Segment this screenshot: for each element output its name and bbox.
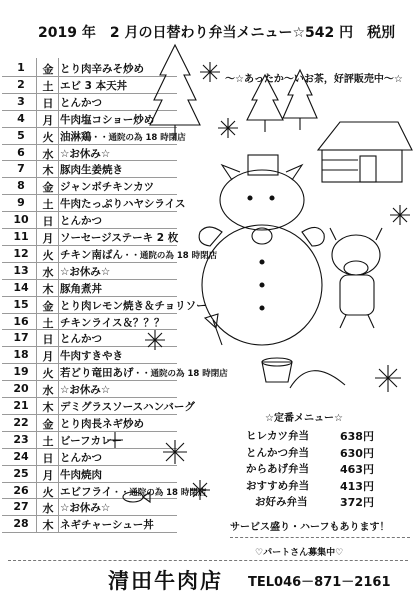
snowflake-icon bbox=[145, 330, 165, 350]
menu-day: 18 bbox=[13, 348, 29, 362]
menu-weekday: 土 bbox=[42, 79, 54, 93]
menu-item-name: 牛肉塩コショー炒め bbox=[60, 113, 155, 126]
menu-weekday: 土 bbox=[42, 198, 54, 212]
log-house-icon bbox=[318, 122, 412, 182]
menu-weekday: 日 bbox=[42, 333, 54, 347]
menu-item-name: とんかつ bbox=[60, 215, 102, 228]
closing-note: ・・通院の為 18 時閉店 bbox=[91, 132, 186, 143]
menu-weekday: 水 bbox=[42, 147, 54, 161]
menu-item-name: 油淋鶏 bbox=[60, 130, 92, 143]
menu-day: 15 bbox=[13, 297, 29, 311]
menu-item-name: ネギチャーシュー丼 bbox=[60, 519, 154, 532]
menu-item-name: ビーフカレー bbox=[60, 434, 122, 447]
menu-day: 26 bbox=[13, 483, 29, 497]
menu-day: 21 bbox=[13, 399, 29, 412]
menu-day: 9 bbox=[17, 196, 25, 210]
standard-item-name: お好み弁当 bbox=[255, 496, 308, 508]
menu-day: 16 bbox=[13, 314, 29, 328]
closing-note: ・・通院の為 18 時閉店 bbox=[133, 369, 228, 380]
menu-item-name: 牛肉すきやき bbox=[60, 350, 123, 363]
menu-day: 17 bbox=[13, 331, 29, 345]
footer-divider bbox=[8, 560, 408, 561]
menu-weekday: 月 bbox=[42, 232, 54, 245]
snowflake-icon bbox=[390, 205, 410, 225]
snowflake-icon bbox=[163, 440, 187, 464]
menu-day: 3 bbox=[17, 94, 25, 108]
menu-item-name: ☆お休み☆ bbox=[60, 384, 111, 397]
menu-weekday: 金 bbox=[42, 417, 54, 431]
shovel-icon bbox=[205, 314, 222, 345]
menu-weekday: 火 bbox=[42, 367, 54, 381]
menu-weekday: 月 bbox=[42, 113, 54, 127]
standard-item-name: からあげ弁当 bbox=[246, 463, 309, 475]
menu-weekday: 火 bbox=[42, 248, 54, 262]
shop-name: 清田牛肉店 bbox=[108, 569, 223, 593]
bucket-icon bbox=[262, 358, 292, 382]
menu-item-name: チキン南ばん bbox=[60, 248, 123, 261]
snowflake-icon bbox=[200, 62, 220, 82]
page-title: 2019 年 2 月の日替わり弁当メニュー☆542 円 税別 bbox=[38, 25, 396, 41]
menu-day: 2 bbox=[17, 77, 25, 91]
standard-item-name: おすすめ弁当 bbox=[246, 479, 310, 492]
menu-weekday: 月 bbox=[42, 350, 54, 364]
menu-weekday: 木 bbox=[42, 282, 54, 296]
menu-day: 13 bbox=[13, 263, 29, 277]
menu-item-name: 豚角煮丼 bbox=[60, 282, 102, 295]
menu-item-name: とり肉辛みそ炒め bbox=[60, 63, 144, 75]
menu-day: 28 bbox=[13, 517, 29, 531]
menu-weekday: 月 bbox=[42, 468, 54, 482]
standard-item-name: ヒレカツ弁当 bbox=[246, 430, 309, 442]
menu-day: 25 bbox=[13, 466, 29, 480]
standard-item-price: 630円 bbox=[340, 446, 374, 460]
closing-note: ・・通院の為 18 時閉店 bbox=[122, 250, 218, 261]
menu-day: 12 bbox=[13, 246, 29, 260]
menu-weekday: 金 bbox=[42, 299, 54, 313]
menu-weekday: 金 bbox=[42, 63, 54, 76]
menu-item-name: とんかつ bbox=[60, 96, 102, 109]
cow-mascot-icon bbox=[330, 228, 382, 328]
standard-item-name: とんかつ弁当 bbox=[246, 446, 309, 459]
menu-weekday: 金 bbox=[42, 181, 54, 195]
menu-weekday: 水 bbox=[42, 384, 54, 398]
menu-day: 6 bbox=[17, 145, 25, 159]
recruit-note: ♡パートさん募集中♡ bbox=[255, 548, 344, 558]
menu-item-name: 牛肉焼肉 bbox=[60, 468, 102, 481]
snow-mound-icon bbox=[290, 371, 345, 388]
menu-weekday: 日 bbox=[42, 451, 54, 465]
menu-day: 14 bbox=[13, 280, 29, 294]
standard-item-price: 638円 bbox=[340, 430, 374, 443]
standard-menu-title: ☆定番メニュー☆ bbox=[265, 413, 343, 424]
menu-item-name: とり肉レモン焼き＆チョリソー bbox=[60, 299, 207, 312]
menu-item-name: 豚肉生姜焼き bbox=[60, 164, 123, 177]
menu-item-name: ☆お休み☆ bbox=[60, 502, 111, 515]
menu-item-name: 牛肉たっぷりハヤシライス bbox=[60, 198, 186, 211]
menu-day: 23 bbox=[13, 432, 29, 446]
snowflake-icon bbox=[218, 118, 238, 138]
standard-item-price: 463円 bbox=[340, 463, 374, 476]
menu-weekday: 土 bbox=[42, 434, 54, 448]
snowflake-icon bbox=[107, 432, 123, 448]
menu-item-name: とんかつ bbox=[60, 451, 102, 464]
menu-item-name: 若どり竜田あげ bbox=[60, 367, 134, 380]
menu-item-name: ジャンボチキンカツ bbox=[60, 181, 155, 194]
standard-item-price: 413円 bbox=[340, 479, 374, 493]
menu-day: 10 bbox=[13, 213, 29, 227]
divider bbox=[230, 537, 410, 538]
menu-item-name: ☆お休み☆ bbox=[60, 265, 111, 278]
menu-day: 1 bbox=[17, 61, 25, 74]
menu-day: 24 bbox=[13, 449, 29, 463]
menu-day: 8 bbox=[17, 179, 25, 193]
menu-day: 7 bbox=[17, 162, 25, 176]
promo-text: ～☆あったか～いお茶，好評販売中～☆ bbox=[225, 74, 403, 85]
fish-icon bbox=[123, 492, 150, 502]
menu-item-name: ☆お休み☆ bbox=[60, 147, 111, 160]
menu-item-name: ソーセージステーキ 2 枚 bbox=[60, 232, 179, 244]
menu-day: 27 bbox=[13, 500, 29, 514]
menu-day: 5 bbox=[17, 128, 25, 142]
menu-weekday: 木 bbox=[42, 164, 54, 178]
snowflake-icon bbox=[375, 365, 401, 392]
snowflake-icon bbox=[190, 480, 210, 500]
menu-item-name: チキンライス＆？？？ bbox=[60, 316, 165, 329]
service-note: サービス盛り・ハーフもあります！ bbox=[230, 522, 390, 533]
menu-weekday: 日 bbox=[42, 215, 54, 229]
menu-day: 19 bbox=[13, 365, 29, 379]
menu-weekday: 水 bbox=[42, 265, 54, 279]
menu-item-name: とり肉長ネギ炒め bbox=[60, 417, 144, 430]
menu-day: 20 bbox=[13, 382, 29, 396]
menu-weekday: 木 bbox=[42, 401, 54, 414]
tree-icon bbox=[150, 45, 200, 140]
menu-weekday: 火 bbox=[42, 485, 54, 499]
standard-item-price: 372円 bbox=[340, 496, 374, 509]
menu-weekday: 日 bbox=[42, 96, 54, 110]
menu-day: 4 bbox=[17, 111, 25, 125]
menu-item-name: デミグラスソースハンバーグ bbox=[60, 401, 195, 413]
phone-number: TEL046－871－2161 bbox=[248, 575, 391, 590]
menu-day: 22 bbox=[13, 415, 29, 429]
menu-weekday: 水 bbox=[42, 502, 54, 516]
menu-weekday: 火 bbox=[42, 130, 54, 144]
menu-item-name: とんかつ bbox=[60, 333, 102, 346]
menu-item-name: エビフライ bbox=[60, 485, 113, 498]
menu-item-name: エビ 3 本天丼 bbox=[60, 79, 128, 92]
menu-day: 11 bbox=[13, 230, 29, 243]
closing-note: ・・通院の為 18 時閉店 bbox=[112, 487, 207, 498]
menu-weekday: 土 bbox=[42, 316, 54, 330]
menu-weekday: 木 bbox=[42, 519, 54, 533]
